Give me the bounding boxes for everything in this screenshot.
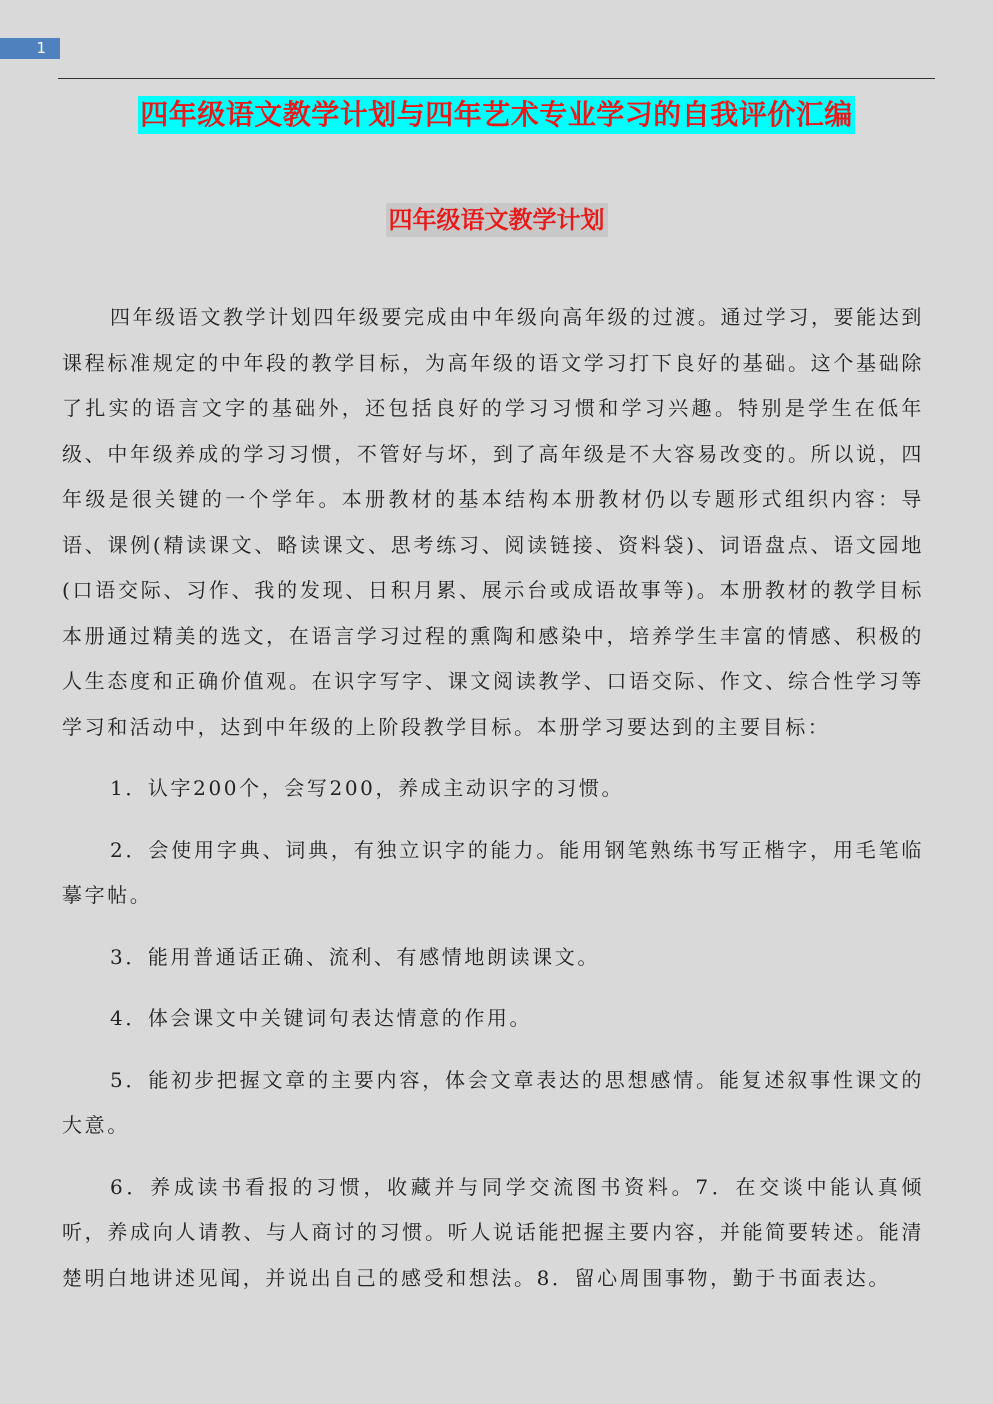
section-title: 四年级语文教学计划 (386, 203, 608, 237)
goal-item-3: 3．能用普通话正确、流利、有感情地朗读课文。 (110, 944, 600, 969)
intro-paragraph: 四年级语文教学计划四年级要完成由中年级向高年级的过渡。通过学习，要能达到课程标准规定的中年段的教学目标，为高年级的语文学习打下良好的基础。这个基础除了扎实的语言文字的基础外，还包括良好的学习习惯和学习兴趣。特别是学生在低年级、中年级养成的学习习惯，不管好与坏，到了高年级是不大容易改变的。所以说，四年级是很关键的一个学年。本册教材的基本结构本册教材仍以专题形式组织内容：导语、课例(精读课文、略读课文、思考练习、阅读链接、资料袋)、词语盘点、语文园地(口语交际、习作、我的发现、日积月累、展示台或成语故事等)。本册教材的教学目标本册通过精美的选文，在语言学习过程的熏陶和感染中，培养学生丰富的情感、积极的人生态度和正确价值观。在识字写字、课文阅读教学、口语交际、作文、综合性学习等学习和活动中，达到中年级的上阶段教学目标。本册学习要达到的主要目标： (62, 305, 924, 739)
page-number: 1 (0, 38, 60, 59)
document-title-container (0, 96, 993, 134)
document-body (62, 295, 924, 1317)
goal-item-2: 2．会使用字典、词典，有独立识字的能力。能用钢笔熟练书写正楷字，用毛笔临摹字帖。 (62, 837, 924, 907)
header-divider (58, 78, 935, 79)
goal-item-5: 5．能初步把握文章的主要内容，体会文章表达的思想感情。能复述叙事性课文的大意。 (62, 1067, 924, 1137)
goal-item-6: 6．养成读书看报的习惯，收藏并与同学交流图书资料。7．在交谈中能认真倾听，养成向人请教、与人商讨的习惯。听人说话能把握主要内容，并能简要转述。能清楚明白地讲述见闻，并说出自己的感受和想法。8．留心周围事物，勤于书面表达。 (62, 1174, 924, 1290)
goal-item-1: 1．认字200个，会写200，养成主动识字的习惯。 (110, 776, 625, 800)
section-title-container (0, 203, 993, 237)
document-title: 四年级语文教学计划与四年艺术专业学习的自我评价汇编 (138, 96, 855, 134)
goal-item-4: 4．体会课文中关键词句表达情意的作用。 (110, 1006, 533, 1030)
